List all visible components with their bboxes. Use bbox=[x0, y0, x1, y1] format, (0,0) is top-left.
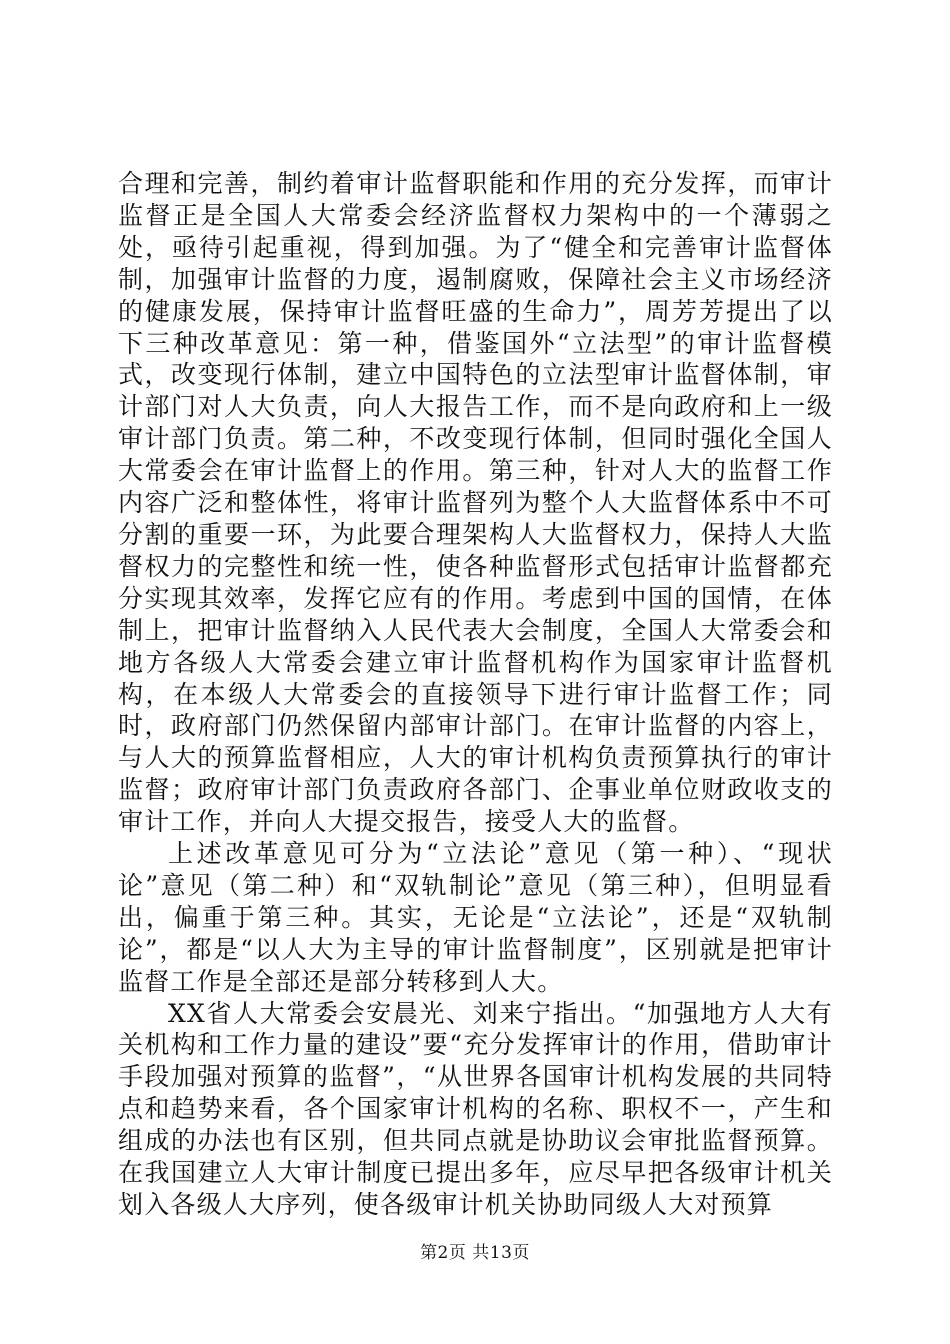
paragraph-1: 合理和完善，制约着审计监督职能和作用的充分发挥，而审计监督正是全国人大常委会经济监督权力架构中的一个薄弱之处，亟待引起重视，得到加强。为了“健全和完善审计监督体制，加强审计监督的力度，遏制腐败，保障社会主义市场经济的健康发展，保持审计监督旺盛的生命力”，周芳芳提出了以下三种改革意见：第一种，借鉴国外“立法型”的审计监督模式，改变现行体制，建立中国特色的立法型审计监督体制，审计部门对人大负责，向人大报告工作，而不是向政府和上一级审计部门负责。第二种，不改变现行体制，但同时强化全国人大常委会在审计监督上的作用。第三种，针对人大的监督工作内容广泛和整体性，将审计监督列为整个人大监督体系中不可分割的重要一环，为此要合理架构人大监督权力，保持人大监督权力的完整性和统一性，使各种监督形式包括审计监督都充分实现其效率，发挥它应有的作用。考虑到中国的国情，在体制上，把审计监督纳入人民代表大会制度，全国人大常委会和地方各级人大常委会建立审计监督机构作为国家审计监督机构，在本级人大常委会的直接领导下进行审计监督工作；同时，政府部门仍然保留内部审计部门。在审计监督的内容上，与人大的预算监督相应，人大的审计机构负责预算执行的审计监督；政府审计部门负责政府各部门、企事业单位财政收支的审计工作，并向人大提交报告，接受人大的监督。 bbox=[118, 169, 833, 837]
page-number-footer: 第2页 共13页 bbox=[420, 1243, 530, 1263]
paragraph-3: XX省人大常委会安晨光、刘来宁指出。“加强地方人大有关机构和工作力量的建设”要“充分发挥审计的作用，借助审计手段加强对预算的监督”，“从世界各国审计机构发展的共同特点和趋势来看，各个国家审计机构的名称、职权不一，产生和组成的办法也有区别，但共同点就是协助议会审批监督预算。在我国建立人大审计制度已提出多年，应尽早把各级审计机关划入各级人大序列，使各级审计机关协助同级人大对预算 bbox=[118, 998, 833, 1219]
document-body bbox=[118, 168, 833, 1221]
paragraph-2: 上述改革意见可分为“立法论”意见（第一种）、“现状论”意见（第二种）和“双轨制论”意见（第三种），但明显看出，偏重于第三种。其实，无论是“立法论”，还是“双轨制论”，都是“以人大为主导的审计监督制度”，区别就是把审计监督工作是全部还是部分转移到人大。 bbox=[118, 839, 833, 996]
